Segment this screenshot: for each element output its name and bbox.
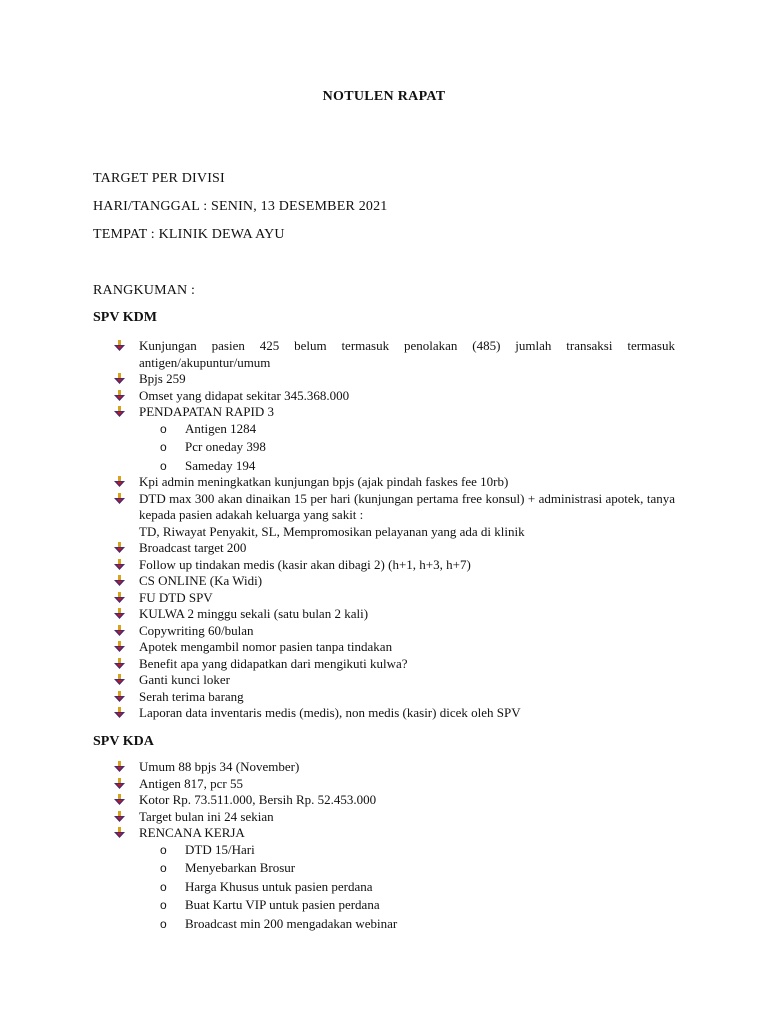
list-item: Apotek mengambil nomor pasien tanpa tindakan: [113, 639, 675, 656]
kda-list: [113, 759, 675, 932]
list-item: Copywriting 60/bulan: [113, 623, 675, 640]
list-item: CS ONLINE (Ka Widi): [113, 573, 675, 590]
sub-list-item: o Broadcast min 200 mengadakan webinar: [160, 915, 398, 931]
sub-list-item: o Harga Khusus untuk pasien perdana: [160, 878, 373, 894]
list-item: FU DTD SPV: [113, 590, 675, 607]
arrow-bullet-icon: [113, 608, 127, 620]
arrow-bullet-icon: [113, 559, 127, 571]
list-item: Ganti kunci loker: [113, 672, 675, 689]
dtd-note: TD, Riwayat Penyakit, SL, Mempromosikan pelayanan yang ada di klinik: [139, 523, 525, 539]
list-item: Broadcast target 200: [113, 540, 675, 557]
sub-list-item: o Buat Kartu VIP untuk pasien perdana: [160, 897, 380, 912]
list-item: Kunjungan pasien 425 belum termasuk penolakan (485) jumlah transaksi termasuk antigen/akupuntur/umum: [113, 338, 675, 371]
list-item: Laporan data inventaris medis (medis), non medis (kasir) dicek oleh SPV: [113, 705, 675, 722]
arrow-bullet-icon: [113, 778, 127, 790]
arrow-bullet-icon: [113, 542, 127, 554]
place-line: TEMPAT : KLINIK DEWA AYU: [93, 227, 285, 242]
sub-list-item: o Menyebarkan Brosur: [160, 860, 296, 875]
arrow-bullet-icon: [113, 340, 127, 352]
list-item: PENDAPATAN RAPID 3 o Antigen 1284 o Pcr oneday 398 o Sameday 194: [113, 404, 675, 474]
arrow-bullet-icon: [113, 658, 127, 670]
list-item: Bpjs 259: [113, 371, 675, 388]
list-item: Benefit apa yang didapatkan dari mengikuti kulwa?: [113, 656, 675, 673]
sub-list-item: o Antigen 1284: [160, 420, 257, 436]
arrow-bullet-icon: [113, 625, 127, 637]
list-item: Omset yang didapat sekitar 345.368.000: [113, 388, 675, 405]
list-item: Umum 88 bpjs 34 (November): [113, 759, 675, 776]
arrow-bullet-icon: [113, 592, 127, 604]
arrow-bullet-icon: [113, 575, 127, 587]
arrow-bullet-icon: [113, 794, 127, 806]
summary-label: RANGKUMAN :: [93, 283, 196, 298]
plan-sublist: [139, 842, 675, 933]
sub-list-item: o Sameday 194: [160, 457, 256, 473]
list-item: Antigen 817, pcr 55: [113, 776, 675, 793]
arrow-bullet-icon: [113, 811, 127, 823]
arrow-bullet-icon: [113, 827, 127, 839]
arrow-bullet-icon: [113, 761, 127, 773]
section-heading-kdm: SPV KDM: [93, 310, 157, 325]
arrow-bullet-icon: [113, 707, 127, 719]
section-heading-kda: SPV KDA: [93, 734, 154, 749]
list-item: Follow up tindakan medis (kasir akan dibagi 2) (h+1, h+3, h+7): [113, 557, 675, 574]
list-item: Kpi admin meningkatkan kunjungan bpjs (ajak pindah faskes fee 10rb): [113, 474, 675, 491]
target-line: TARGET PER DIVISI: [93, 171, 225, 186]
list-item: Serah terima barang: [113, 689, 675, 706]
arrow-bullet-icon: [113, 373, 127, 385]
arrow-bullet-icon: [113, 641, 127, 653]
rapid-sublist: [139, 421, 675, 475]
date-line: HARI/TANGGAL : SENIN, 13 DESEMBER 2021: [93, 199, 388, 214]
arrow-bullet-icon: [113, 674, 127, 686]
arrow-bullet-icon: [113, 476, 127, 488]
arrow-bullet-icon: [113, 406, 127, 418]
kdm-list: [113, 338, 675, 722]
sub-list-item: o DTD 15/Hari: [160, 841, 255, 857]
arrow-bullet-icon: [113, 493, 127, 505]
list-item: DTD max 300 akan dinaikan 15 per hari (kunjungan pertama free konsul) + administrasi apotek, tanya kepada pasien adakah keluarga yang sakit : TD, Riwayat Penyakit, SL, Mempromosikan pelayanan yang ada di klinik: [113, 491, 675, 541]
sub-list-item: o Pcr oneday 398: [160, 439, 266, 454]
list-item: Target bulan ini 24 sekian: [113, 809, 675, 826]
arrow-bullet-icon: [113, 691, 127, 703]
list-item: RENCANA KERJA o DTD 15/Hari o Menyebarkan Brosur o Harga Khusus untuk pasien perdana o Buat Kartu VIP untuk pasien perdana o Broadcast min 200 mengadakan webinar: [113, 825, 675, 932]
list-item: KULWA 2 minggu sekali (satu bulan 2 kali): [113, 606, 675, 623]
list-item: Kotor Rp. 73.511.000, Bersih Rp. 52.453.000: [113, 792, 675, 809]
document-title: NOTULEN RAPAT: [322, 89, 446, 104]
arrow-bullet-icon: [113, 390, 127, 402]
